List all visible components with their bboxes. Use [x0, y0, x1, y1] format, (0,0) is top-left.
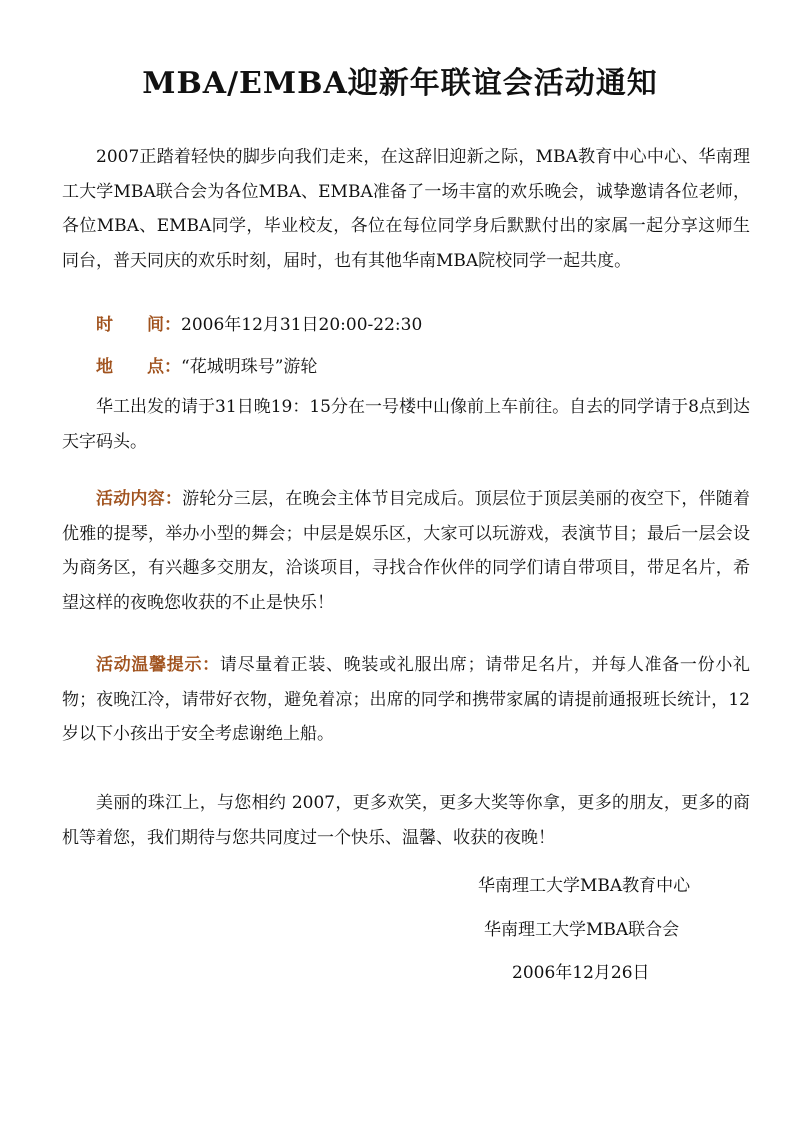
signature-date: 2006年12月26日: [512, 963, 650, 983]
intro-paragraph: 2007正踏着轻快的脚步向我们走来，在这辞旧迎新之际，MBA教育中心中心、华南理工大学MBA联合会为各位MBA、EMBA准备了一场丰富的欢乐晚会，诚挚邀请各位老师，各位MBA、EMBA同学，毕业校友，各位在每位同学身后默默付出的家属一起分享这师生同台，普天同庆的欢乐时刻，届时，也有其他华南MBA院校同学一起共度。: [62, 147, 750, 271]
closing-paragraph: 美丽的珠江上，与您相约 2007，更多欢笑，更多大奖等你拿，更多的朋友，更多的商机等着您，我们期待与您共同度过一个快乐、温馨、收获的夜晚！: [62, 793, 750, 848]
departure-paragraph: 华工出发的请于31日晚19：15分在一号楼中山像前上车前往。自去的同学请于8点到达天字码头。: [62, 397, 750, 452]
place-line: [96, 350, 317, 384]
content-label: 活动内容：: [96, 489, 183, 509]
tips-paragraph: [62, 648, 750, 752]
signature-org1: 华南理工大学MBA教育中心: [478, 876, 691, 896]
place-value: “花城明珠号”游轮: [181, 357, 318, 377]
place-label: 地 点：: [96, 357, 181, 377]
tips-label: 活动温馨提示：: [96, 655, 220, 675]
content-paragraph: [62, 482, 750, 620]
page-title: MBA/EMBA迎新年联谊会活动通知: [142, 66, 658, 101]
tips-text: 请尽量着正装、晚装或礼服出席；请带足名片，并每人准备一份小礼物；夜晚江冷，请带好衣物，避免着凉；出席的同学和携带家属的请提前通报班长统计，12岁以下小孩出于安全考虑谢绝上船。: [62, 655, 751, 744]
content-text: 游轮分三层，在晚会主体节目完成后。顶层位于顶层美丽的夜空下，伴随着优雅的提琴，举办小型的舞会；中层是娱乐区，大家可以玩游戏，表演节目；最后一层会设为商务区，有兴趣多交朋友，洽谈项目，寻找合作伙伴的同学们请自带项目，带足名片，希望这样的夜晚您收获的不止是快乐！: [62, 489, 751, 613]
time-value: 2006年12月31日20:00-22:30: [181, 315, 423, 335]
signature-org2: 华南理工大学MBA联合会: [484, 920, 680, 940]
time-label: 时 间：: [96, 315, 181, 335]
time-line: [96, 308, 422, 342]
